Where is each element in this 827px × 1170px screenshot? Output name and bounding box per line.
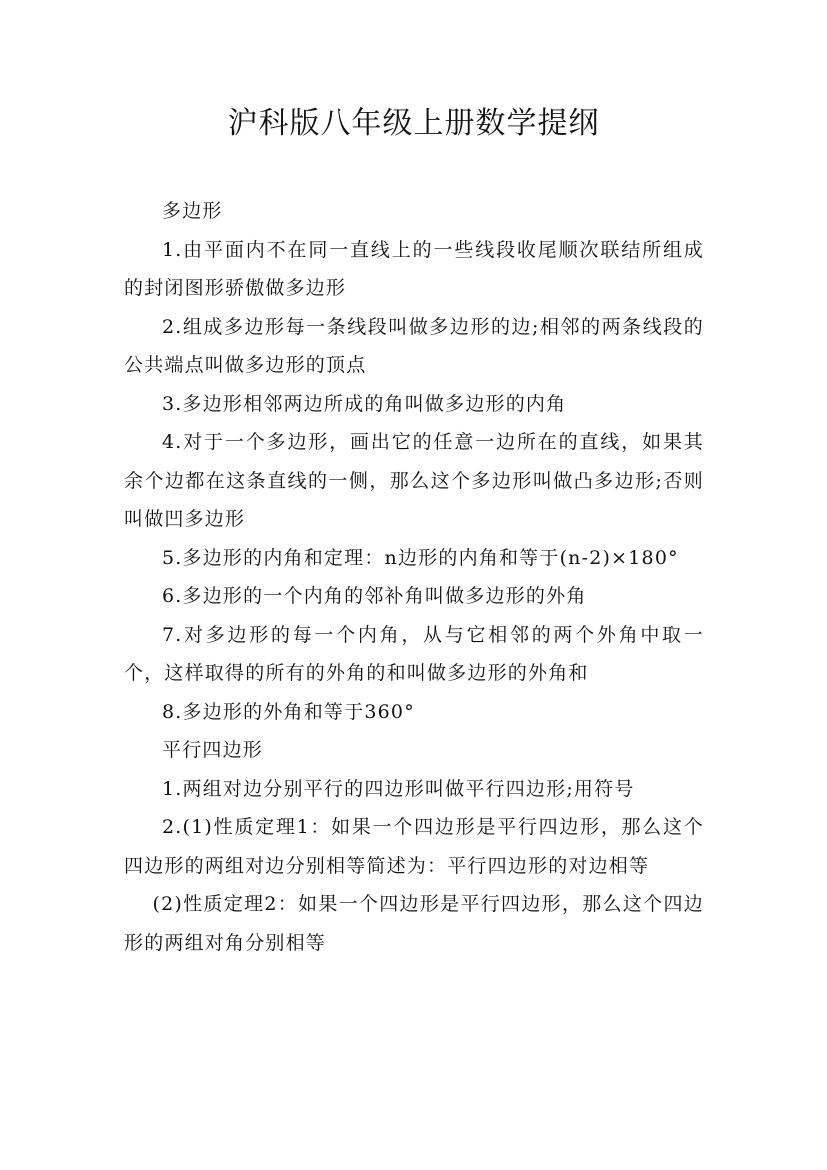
paragraph: 2.(1)性质定理1：如果一个四边形是平行四边形，那么这个四边形的两组对边分别相等简述为：平行四边形的对边相等 — [124, 816, 704, 877]
paragraph: 1.由平面内不在同一直线上的一些线段收尾顺次联结所组成的封闭图形骄傲做多边形 — [124, 238, 704, 299]
paragraph: 3.多边形相邻两边所成的角叫做多边形的内角 — [162, 392, 567, 415]
paragraph: 7.对多边形的每一个内角，从与它相邻的两个外角中取一个，这样取得的所有的外角的和叫做多边形的外角和 — [124, 623, 704, 684]
paragraph: 6.多边形的一个内角的邻补角叫做多边形的外角 — [162, 585, 587, 607]
paragraph: 5.多边形的内角和定理：n边形的内角和等于(n-2)×180° — [162, 546, 679, 569]
section-heading-parallelogram: 平行四边形 — [162, 739, 264, 761]
paragraph: 1.两组对边分别平行的四边形叫做平行四边形;用符号 — [162, 777, 635, 800]
paragraph: (2)性质定理2：如果一个四边形是平行四边形，那么这个四边形的两组对角分别相等 — [124, 893, 704, 954]
document-title: 沪科版八年级上册数学提纲 — [227, 106, 600, 141]
paragraph: 4.对于一个多边形，画出它的任意一边所在的直线，如果其余个边都在这条直线的一侧，那么这个多边形叫做凸多边形;否则叫做凹多边形 — [124, 431, 704, 530]
paragraph: 8.多边形的外角和等于360° — [162, 700, 415, 723]
section-heading-polygon: 多边形 — [162, 200, 223, 222]
paragraph: 2.组成多边形每一条线段叫做多边形的边;相邻的两条线段的公共端点叫做多边形的顶点 — [124, 315, 704, 376]
document-body — [124, 192, 704, 962]
